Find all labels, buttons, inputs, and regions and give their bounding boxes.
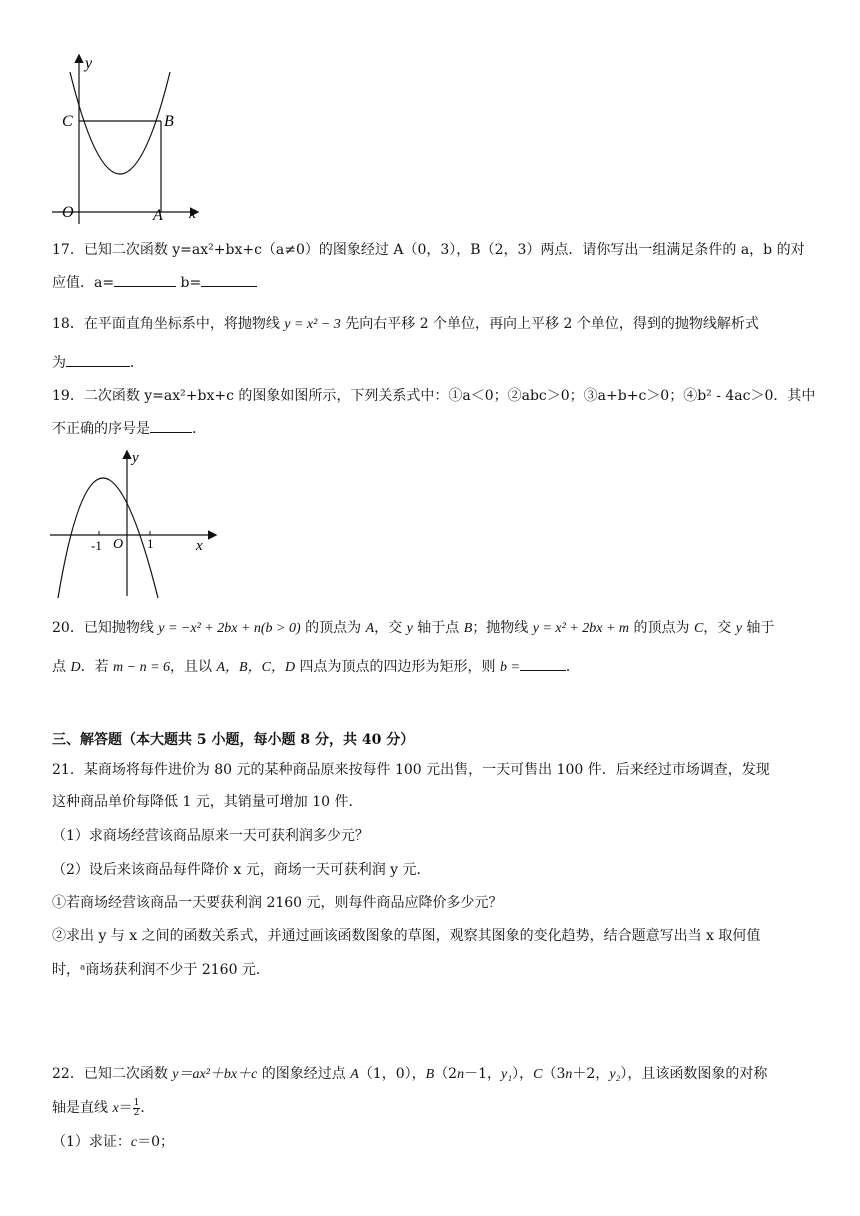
q17-line-1: 17．已知二次函数 y=ax²+bx+c（a≠0）的图象经过 A（0，3），B（2，3）两点．请你写出一组满足条件的 a，b 的对 [52,242,805,258]
q22-n-1: n [457,1067,465,1082]
q17-line-2 [52,272,257,293]
q22-c: c [130,1135,138,1150]
q22-t7: （3 [542,1066,566,1082]
tick-label-one: 1 [147,536,154,551]
q20-blank [520,656,566,671]
q22-t1: 22．已知二次函数 [52,1066,173,1082]
q18-text-c: 为 [52,355,66,371]
q22-t13: ＝0； [137,1134,175,1150]
q18-text-b: 先向右平移 2 个单位，再向上平移 2 个单位，得到的抛物线解析式 [340,316,759,332]
q20-t4: 轴于点 [412,620,464,636]
q20-formula-1: y = −x² + 2bx + n(b > 0) [158,621,301,636]
y-axis-label: y [85,55,93,72]
q22-t3: （1，0）， [358,1066,426,1082]
q22-formula: y＝ax²＋bx＋c [172,1067,258,1082]
q20-condition: m − n = 6 [113,660,171,675]
q22-n-2: n [565,1067,573,1082]
x-axis-label: x [189,205,197,222]
q19-text-a: 不正确的序号是 [52,421,150,437]
q21-line-4: （2）设后来该商品每件降价 x 元，商场一天可获利润 y 元． [52,862,431,878]
q20-t3: ，交 [374,620,407,636]
q22-t2: 的图象经过点 [257,1066,351,1082]
q18-line-2 [52,352,144,373]
q20-t1: 20．已知抛物线 [52,620,159,636]
q20-b-var: b = [499,660,520,675]
q22-point-c: C [533,1067,543,1082]
q22-t6: ）， [512,1066,534,1082]
q22-t8: ＋2， [572,1066,610,1082]
q21-line-1: 21．某商场将每件进价为 80 元的某种商品原来按每件 100 元出售，一天可售出 100 件．后来经过市场调查，发现 [52,762,770,778]
q20-t9: 点 [52,659,71,675]
q20-point-c: C [693,621,704,636]
origin-label: O [62,204,74,221]
q20-t13: ． [565,659,580,675]
q18-text-a: 18．在平面直角坐标系中，将抛物线 [52,316,285,332]
q21-line-2: 这种商品单价每降低 1 元，其销量可增加 10 件． [52,794,363,810]
q20-point-a: A [365,621,375,636]
section-3-heading: 三、解答题（本大题共 5 小题，每小题 8 分，共 40 分） [52,732,415,748]
q20-t11: ，且以 [170,659,217,675]
x-axis-label: x [196,538,203,554]
q20-t5: ；抛物线 [472,620,533,636]
q22-t10: 轴是直线 [52,1100,113,1116]
point-c-label: C [62,113,73,130]
q20-formula-2: y = x² + 2bx + m [532,621,630,636]
point-a-label: A [153,207,163,224]
q18-blank [66,352,130,367]
q22-fraction-denominator: 2 [133,1107,140,1118]
parabola-curve [70,72,170,174]
q22-fraction-numerator: 1 [133,1097,140,1108]
q19-line-1: 19．二次函数 y=ax²+bx+c 的图象如图所示，下列关系式中：①a＜0；②abc＞0；③a+b+c＞0；④b² - 4ac＞0．其中 [52,388,816,404]
q22-y1: y₁ [501,1067,513,1082]
q20-t8: 轴于 [741,620,775,636]
q22-t12: （1）求证： [52,1134,131,1150]
q20-y-1: y [406,621,413,636]
q21-line-5: ①若商场经营该商品一天要获利润 2160 元，则每件商品应降价多少元？ [52,895,503,911]
parabola-curve [58,478,158,598]
q22-line-3 [52,1132,174,1153]
q17-b-label: b= [176,275,202,291]
q19-text-b: ． [192,421,206,437]
q21-line-6: ②求出 y 与 x 之间的函数关系式，并通过画该函数图象的草图，观察其图象的变化趋势，结合题意写出当 x 取何值 [52,928,761,944]
q18-formula: y = x² − 3 [284,317,341,332]
q20-t7: ，交 [703,620,736,636]
q20-t6: 的顶点为 [629,620,694,636]
figure-downward-parabola [50,448,222,598]
figure-parabola-rectangle [52,52,212,230]
q20-line-1 [52,618,774,639]
q17-b-blank [201,272,257,287]
point-b-label: B [164,113,174,130]
q22-t9: ），且该函数图象的对称 [620,1066,768,1082]
q22-eq: ＝ [118,1100,133,1116]
q20-points: A，B，C，D [216,660,296,675]
y-axis-label: y [132,450,139,466]
q17-a-blank [114,272,176,287]
q22-line-2 [52,1098,154,1119]
q18-line-1 [52,314,759,335]
q20-t12: 四点为顶点的四边形为矩形，则 [295,659,500,675]
q20-t10: ．若 [80,659,114,675]
q22-point-b: B [425,1067,435,1082]
q21-line-7: 时，ᵃ商场获利润不少于 2160 元． [52,962,270,978]
q22-x: x [112,1101,119,1116]
q20-line-2 [52,656,580,678]
origin-label: O [113,537,124,552]
q18-text-d: ． [130,355,144,371]
tick-label-minus-one: -1 [91,538,102,553]
q22-t11: ． [140,1100,155,1116]
q17-a-label: 应值．a= [52,275,115,291]
q19-line-2 [52,418,206,439]
q22-line-1 [52,1064,767,1085]
q20-point-b: B [463,621,473,636]
q20-point-d: D [70,660,81,675]
q20-t2: 的顶点为 [300,620,366,636]
q22-t4: （2 [434,1066,458,1082]
q20-y-2: y [735,621,742,636]
q22-point-a: A [350,1067,359,1082]
q21-line-3: （1）求商场经营该商品原来一天可获利润多少元？ [52,828,369,844]
q22-y2: y₂ [609,1067,621,1082]
q22-t5: －1， [464,1066,502,1082]
q19-blank [150,418,192,433]
